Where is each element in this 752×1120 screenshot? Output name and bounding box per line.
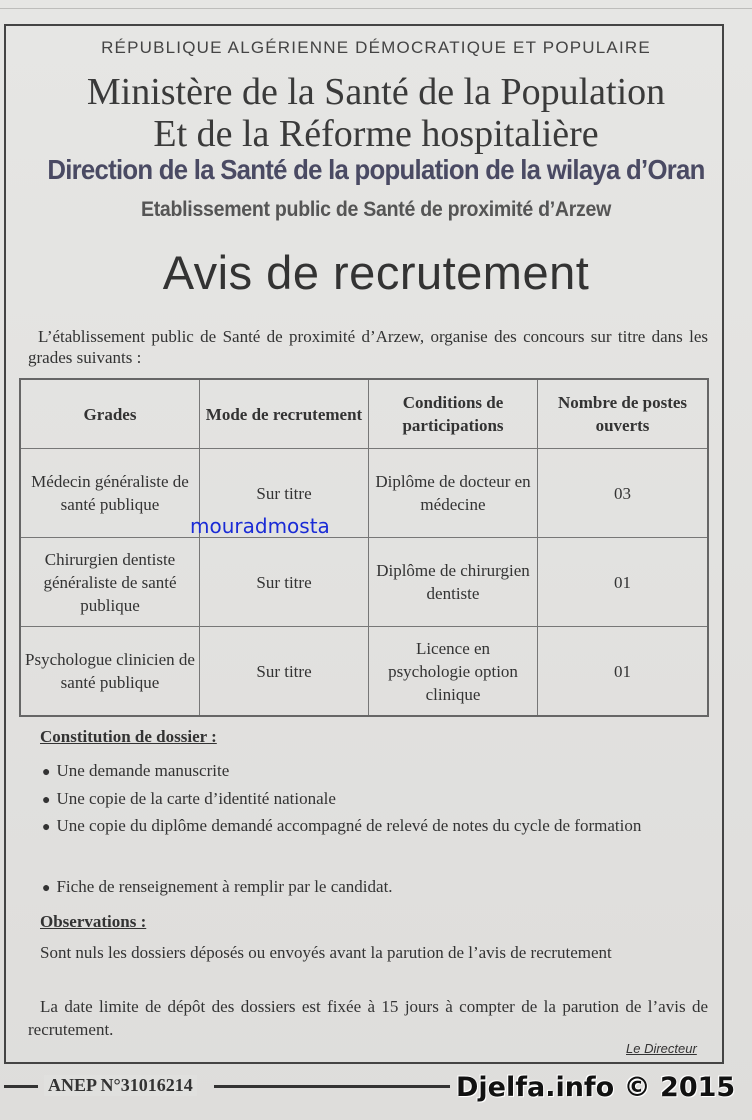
site-watermark: Djelfa.info © 2015 [456, 1072, 736, 1103]
list-item-text: Une demande manuscrite [56, 761, 230, 780]
bullet-icon: ● [42, 765, 51, 780]
footer-divider-right [214, 1085, 450, 1088]
list-item [28, 813, 708, 841]
table-cell-mode: Sur titre [200, 538, 369, 627]
table-row [20, 449, 708, 538]
ministry-heading-line2: Et de la Réforme hospitalière [153, 113, 599, 155]
table-row [20, 627, 708, 717]
table-cell-mode: Sur titre [200, 449, 369, 538]
list-item-text: Fiche de renseignement à remplir par le candidat. [56, 877, 393, 896]
bullet-icon: ● [42, 793, 51, 808]
direction-heading: Direction de la Santé de la population de la wilaya d’Oran [47, 154, 705, 185]
table-cell-postes: 03 [538, 449, 709, 538]
table-cell-postes: 01 [538, 538, 709, 627]
list-item-text: Une copie du diplôme demandé accompagné de relevé de notes du cycle de formation [56, 816, 642, 835]
list-item [28, 786, 708, 814]
column-header-mode: Mode de recrutement [200, 379, 369, 449]
ministry-heading-line1: Ministère de la Santé de la Population [86, 71, 666, 113]
list-item [28, 874, 708, 902]
anep-reference: ANEP N°31016214 [44, 1075, 197, 1096]
footer-divider-left [4, 1085, 38, 1088]
table-cell-conditions: Diplôme de docteur en médecine [369, 449, 538, 538]
dossier-section-title: Constitution de dossier : [40, 727, 217, 746]
grades-table [19, 378, 709, 717]
list-item-text: Une copie de la carte d’identité nationale [56, 789, 336, 808]
observation-paragraph: La date limite de dépôt des dossiers est fixée à 15 jours à compter de la parution de l’avis de recrutement. [28, 997, 708, 1039]
table-cell-conditions: Licence en psychologie option clinique [369, 627, 538, 717]
establishment-heading: Etablissement public de Santé de proximité d’Arzew [140, 198, 612, 221]
page-top-divider [0, 8, 752, 9]
table-cell-mode: Sur titre [200, 627, 369, 717]
table-row [20, 538, 708, 627]
table-cell-postes: 01 [538, 627, 709, 717]
republic-heading: RÉPUBLIQUE ALGÉRIENNE DÉMOCRATIQUE ET POPULAIRE [101, 38, 651, 57]
bullet-icon: ● [42, 820, 51, 835]
table-cell-grade: Psychologue clinicien de santé publique [20, 627, 200, 717]
uploader-watermark: mouradmosta [190, 514, 330, 538]
column-header-postes: Nombre de postes ouverts [538, 379, 709, 449]
column-header-conditions: Conditions de participations [369, 379, 538, 449]
observation-paragraph: Sont nuls les dossiers déposés ou envoyés avant la parution de l’avis de recrutement [40, 943, 612, 962]
column-header-grades: Grades [20, 379, 200, 449]
table-cell-conditions: Diplôme de chirurgien dentiste [369, 538, 538, 627]
bullet-icon: ● [42, 881, 51, 896]
intro-paragraph: L’établissement public de Santé de proximité d’Arzew, organise des concours sur titre dans les grades suivants : [28, 327, 708, 367]
table-cell-grade: Médecin généraliste de santé publique [20, 449, 200, 538]
observations-section-title: Observations : [40, 912, 147, 931]
notice-title: Avis de recrutement [162, 246, 590, 299]
director-signature: Le Directeur [626, 1041, 697, 1056]
table-header-row [20, 379, 708, 449]
list-item [28, 758, 708, 786]
table-cell-grade: Chirurgien dentiste généraliste de santé publique [20, 538, 200, 627]
